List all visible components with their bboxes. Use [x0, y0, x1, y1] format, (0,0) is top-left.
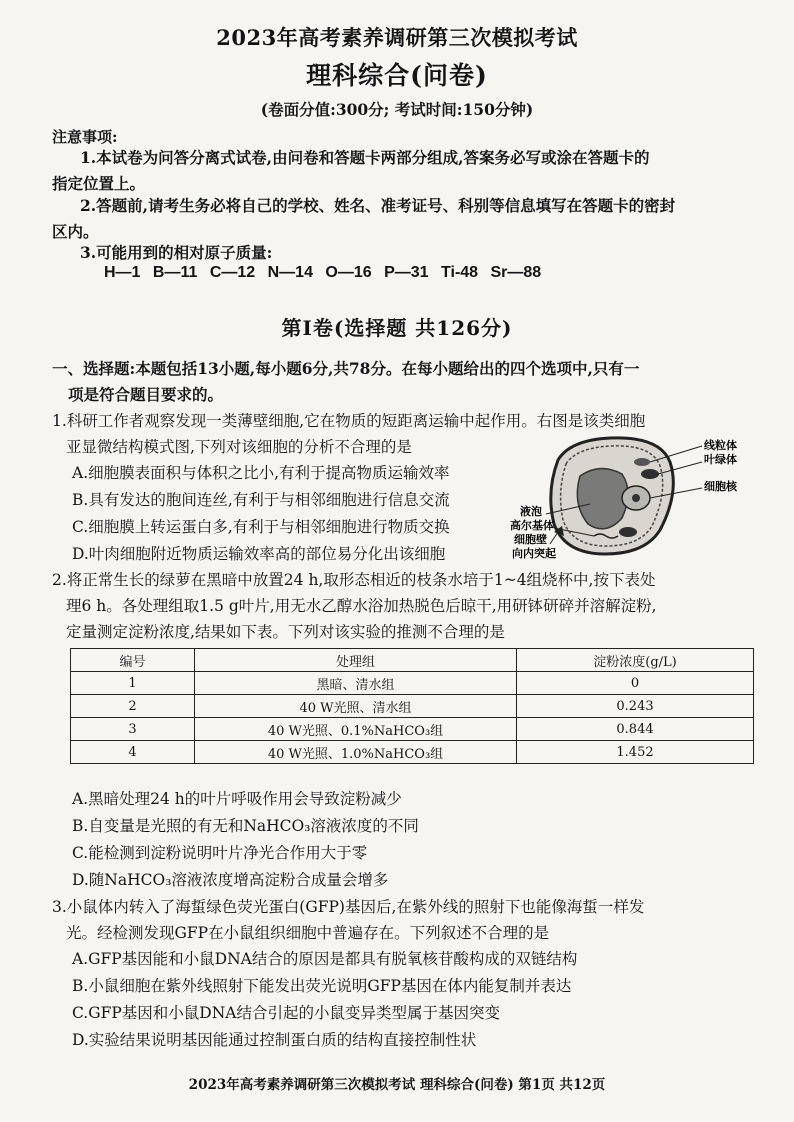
- table-cell: 40 W光照、清水组: [195, 695, 517, 718]
- table-cell: 黑暗、清水组: [195, 672, 517, 695]
- nucleolus-shape: [632, 494, 640, 502]
- question-2-stem-line-1: 2.将正常生长的绿萝在黑暗中放置24 h,取形态相近的枝条水培于1~4组烧杯中,按下表处: [52, 571, 656, 589]
- question-1-stem-line-1: 1.科研工作者观察发现一类薄壁细胞,它在物质的短距离运输中起作用。右图是该类细胞: [52, 412, 646, 430]
- table-cell: 0.243: [517, 695, 754, 718]
- table-cell: 3: [71, 718, 195, 741]
- note-3: [52, 240, 752, 266]
- starch-table: [70, 648, 754, 764]
- question-2-stem-line-3: 定量测定淀粉浓度,结果如下表。下列对该实验的推测不合理的是: [66, 623, 505, 641]
- table-cell: 40 W光照、0.1%NaHCO₃组: [195, 718, 517, 741]
- label-nucleus: 细胞核: [704, 480, 737, 493]
- table-cell: 40 W光照、1.0%NaHCO₃组: [195, 741, 517, 764]
- table-cell: 1.452: [517, 741, 754, 764]
- section-intro: [52, 356, 762, 408]
- q3-option-a: A.GFP基因能和小鼠DNA结合的原因是都具有脱氧核苷酸构成的双链结构: [72, 950, 578, 968]
- atomic-masses: H—1 B—11 C—12 N—14 O—16 P—31 Ti-48 Sr—88: [104, 264, 542, 281]
- q1-option-c: C.细胞膜上转运蛋白多,有利于与相邻细胞进行物质交换: [72, 518, 450, 536]
- q3-option-d: D.实验结果说明基因能通过控制蛋白质的结构直接控制性状: [72, 1031, 477, 1049]
- table-cell: 0.844: [517, 718, 754, 741]
- label-golgi: 高尔基体: [510, 519, 554, 532]
- leader-line-wall: [550, 532, 558, 544]
- table-row: [71, 695, 754, 718]
- notes-heading: 注意事项:: [52, 128, 118, 146]
- question-2-stem-line-2: 理6 h。各处理组取1.5 g叶片,用无水乙醇水浴加热脱色后晾干,用研钵研碎并溶解淀粉,: [66, 597, 657, 615]
- table-row: [71, 672, 754, 695]
- q1-option-a: A.细胞膜表面积与体积之比小,有利于提高物质运输效率: [72, 464, 450, 482]
- q3-option-c: C.GFP基因和小鼠DNA结合引起的小鼠变异类型属于基因突变: [72, 1004, 500, 1022]
- question-2-stem: [52, 567, 762, 645]
- table-header-id: 编号: [71, 649, 195, 672]
- question-3-stem-line-2: 光。经检测发现GFP在小鼠组织细胞中普遍存在。下列叙述不合理的是: [66, 924, 550, 942]
- note-3-text: 3.可能用到的相对原子质量:: [80, 243, 273, 262]
- exam-meta: (卷面分值:300分; 考试时间:150分钟): [260, 100, 534, 119]
- exam-title: 2023年高考素养调研第三次模拟考试: [216, 25, 578, 50]
- label-chloroplast: 叶绿体: [704, 453, 737, 466]
- note-1: [52, 145, 752, 197]
- question-1-stem-line-2: 亚显微结构模式图,下列对该细胞的分析不合理的是: [66, 438, 412, 456]
- chloroplast-shape: [641, 469, 659, 479]
- q2-option-d: D.随NaHCO₃溶液浓度增高淀粉合成量会增多: [72, 871, 389, 889]
- q3-option-b: B.小鼠细胞在紫外线照射下能发出荧光说明GFP基因在体内能复制并表达: [72, 977, 572, 995]
- table-row: [71, 741, 754, 764]
- vacuole-shape: [577, 468, 628, 528]
- question-3-stem: [52, 894, 762, 946]
- mitochondrion-shape: [634, 458, 650, 466]
- section-title: 第Ⅰ卷(选择题 共126分): [281, 316, 513, 340]
- q2-option-b: B.自变量是光照的有无和NaHCO₃溶液浓度的不同: [72, 817, 419, 835]
- section-intro-line-2: 项是符合题目要求的。: [68, 385, 224, 404]
- label-mitochondria: 线粒体: [704, 439, 737, 452]
- note-2-line-2: 区内。: [52, 222, 99, 241]
- chloroplast-shape-2: [619, 527, 637, 537]
- table-cell: 1: [71, 672, 195, 695]
- subject-title: 理科综合(问卷): [306, 61, 488, 90]
- table-header-starch: 淀粉浓度(g/L): [517, 649, 754, 672]
- q2-option-a: A.黑暗处理24 h的叶片呼吸作用会导致淀粉减少: [72, 790, 402, 808]
- q2-option-c: C.能检测到淀粉说明叶片净光合作用大于零: [72, 844, 368, 862]
- table-header-treatment: 处理组: [195, 649, 517, 672]
- page-footer: 2023年高考素养调研第三次模拟考试 理科综合(问卷) 第1页 共12页: [188, 1077, 606, 1093]
- table-cell: 0: [517, 672, 754, 695]
- q1-option-b: B.具有发达的胞间连丝,有利于与相邻细胞进行信息交流: [72, 491, 450, 509]
- note-2-line-1: 2.答题前,请考生务必将自己的学校、姓名、准考证号、科别等信息填写在答题卡的密封: [80, 196, 676, 215]
- label-wall-ingrowth: 向内突起: [512, 547, 556, 560]
- q1-option-d: D.叶肉细胞附近物质运输效率高的部位易分化出该细胞: [72, 545, 446, 563]
- table-header-row: [71, 649, 754, 672]
- note-1-line-2: 指定位置上。: [52, 174, 146, 193]
- note-1-line-1: 1.本试卷为问答分离式试卷,由问卷和答题卡两部分组成,答案务必写或涂在答题卡的: [80, 148, 650, 167]
- label-cell-wall: 细胞壁: [514, 533, 547, 546]
- table-row: [71, 718, 754, 741]
- label-vacuole: 液泡: [520, 505, 542, 518]
- table-cell: 2: [71, 695, 195, 718]
- table-cell: 4: [71, 741, 195, 764]
- note-2: [52, 193, 752, 245]
- section-intro-line-1: 一、选择题:本题包括13小题,每小题6分,共78分。在每小题给出的四个选项中,只有一: [52, 359, 640, 378]
- cell-diagram: [510, 432, 760, 562]
- question-3-stem-line-1: 3.小鼠体内转入了海蜇绿色荧光蛋白(GFP)基因后,在紫外线的照射下也能像海蜇一样发: [52, 898, 645, 916]
